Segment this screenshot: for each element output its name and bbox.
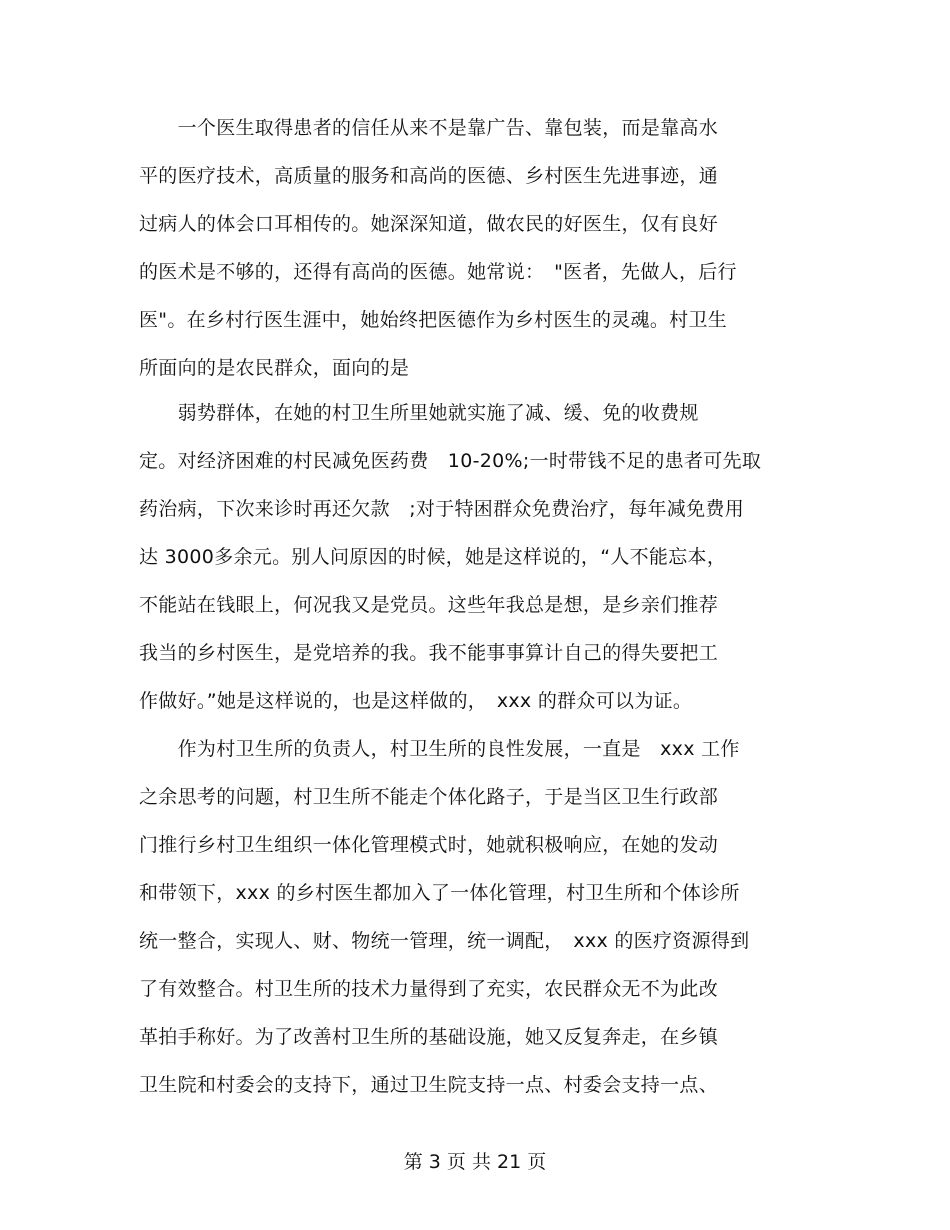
text-line: 门推行乡村卫生组织一体化管理模式时，她就积极响应，在她的发动 (139, 834, 719, 856)
text-line: 所面向的是农民群众，面向的是 (139, 357, 410, 379)
page-footer: 第 3 页 共 21 页 (403, 1151, 547, 1173)
text-line: 定。对经济困难的村民减免医药费 10-20%;一时带钱不足的患者可先取 (139, 450, 762, 472)
text-line: 药治病，下次来诊时再还欠款 ;对于特困群众免费治疗，每年减免费用 (139, 498, 745, 520)
text-line: 作为村卫生所的负责人，村卫生所的良性发展，一直是 xxx 工作 (139, 738, 740, 760)
text-line: 之余思考的问题，村卫生所不能走个体化路子，于是当区卫生行政部 (139, 786, 719, 808)
text-line: 不能站在钱眼上，何况我又是党员。这些年我总是想，是乡亲们推荐 (139, 594, 719, 616)
text-line: 过病人的体会口耳相传的。她深深知道，做农民的好医生，仅有良好 (139, 213, 719, 235)
text-line: 一个医生取得患者的信任从来不是靠广告、靠包装，而是靠高水 (139, 117, 719, 139)
text-line: 弱势群体，在她的村卫生所里她就实施了减、缓、免的收费规 (139, 402, 699, 424)
text-line: 平的医疗技术，高质量的服务和高尚的医德、乡村医生先进事迹，通 (139, 165, 719, 187)
text-line: 卫生院和村委会的支持下，通过卫生院支持一点、村委会支持一点、 (139, 1074, 719, 1096)
text-line: 了有效整合。村卫生所的技术力量得到了充实，农民群众无不为此改 (139, 978, 719, 1000)
text-line: 医"。在乡村行医生涯中，她始终把医德作为乡村医生的灵魂。村卫生 (139, 309, 728, 331)
text-line: 统一整合，实现人、财、物统一管理，统一调配， xxx 的医疗资源得到 (139, 930, 750, 952)
text-line: 我当的乡村医生，是党培养的我。我不能事事算计自己的得失要把工 (139, 642, 719, 664)
text-line: 达 3000多余元。别人问原因的时候，她是这样说的，“人不能忘本， (139, 546, 727, 568)
text-line: 革拍手称好。为了改善村卫生所的基础设施，她又反复奔走，在乡镇 (139, 1026, 719, 1048)
text-line: 作做好。”她是这样说的，也是这样做的， xxx 的群众可以为证。 (139, 690, 693, 712)
text-line: 的医术是不够的，还得有高尚的医德。她常说： "医者，先做人，后行 (139, 261, 737, 283)
text-line: 和带领下，xxx 的乡村医生都加入了一体化管理，村卫生所和个体诊所 (139, 882, 740, 904)
